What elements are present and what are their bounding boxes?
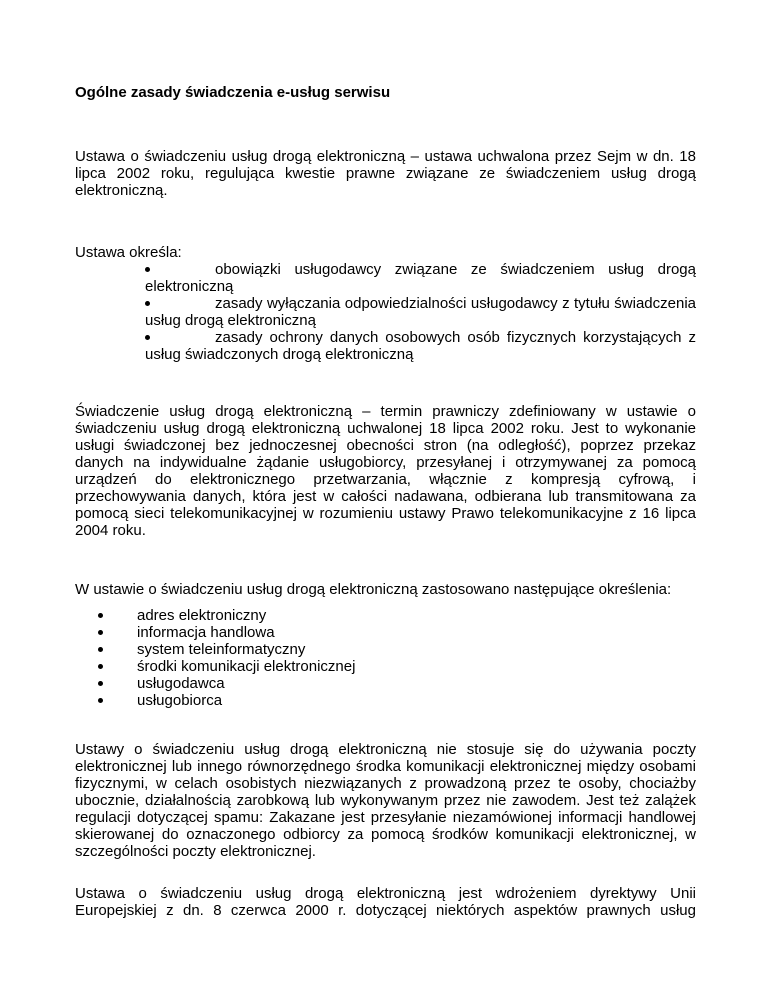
list-item-text: usługobiorca bbox=[137, 692, 223, 709]
bullet-icon bbox=[145, 329, 155, 346]
list-item-text: środki komunikacji elektronicznej bbox=[137, 658, 356, 675]
paragraph-eu-directive: Ustawa o świadczeniu usług drogą elektroniczną jest wdrożeniem dyrektywy Unii Europejskiej z dn. 8 czerwca 2000 r. dotyczącej niektórych aspektów prawnych usług bbox=[75, 885, 696, 919]
document-title: Ogólne zasady świadczenia e-usług serwisu bbox=[75, 84, 391, 101]
bullet-icon bbox=[95, 675, 105, 692]
terms-list bbox=[95, 607, 595, 709]
list-item bbox=[145, 295, 696, 329]
paragraph-act-defines: Ustawa określa: bbox=[75, 244, 182, 261]
list-item bbox=[95, 692, 595, 709]
list-item-text: usługodawca bbox=[137, 675, 225, 692]
bullet-icon bbox=[95, 692, 105, 709]
list-item-text: system teleinformatyczny bbox=[137, 641, 306, 658]
list-item bbox=[95, 624, 595, 641]
act-scope-list bbox=[145, 261, 696, 363]
list-item-text: adres elektroniczny bbox=[137, 607, 267, 624]
bullet-icon bbox=[95, 624, 105, 641]
list-item-text: zasady ochrony danych osobowych osób fizycznych korzystających z usług świadczonych drogą elektroniczną bbox=[145, 329, 696, 363]
bullet-icon bbox=[95, 641, 105, 658]
list-item-text: zasady wyłączania odpowiedzialności usługodawcy z tytułu świadczenia usług drogą elektroniczną bbox=[145, 295, 696, 329]
bullet-icon bbox=[95, 658, 105, 675]
list-item bbox=[95, 675, 595, 692]
list-item bbox=[145, 329, 696, 363]
list-item bbox=[145, 261, 696, 295]
bullet-icon bbox=[95, 607, 105, 624]
paragraph-definition: Ustawa o świadczeniu usług drogą elektroniczną – ustawa uchwalona przez Sejm w dn. 18 lipca 2002 roku, regulująca kwestie prawne związane ze świadczeniem usług drogą elektroniczną. bbox=[75, 148, 696, 199]
list-item bbox=[95, 658, 595, 675]
list-item-text: informacja handlowa bbox=[137, 624, 275, 641]
paragraph-service-definition: Świadczenie usług drogą elektroniczną – termin prawniczy zdefiniowany w ustawie o świadczeniu usług drogą elektroniczną uchwalonej 18 lipca 2002 roku. Jest to wykonanie usługi świadczonej bez jednoczesnej obecności stron (na odległość), poprzez przekaz danych na indywidualne żądanie usługobiorcy, przesyłanej i otrzymywanej za pomocą urządzeń do elektronicznego przetwarzania, włącznie z kompresją cyfrową, i przechowywania danych, która jest w całości nadawana, odbierana lub transmitowana za pomocą sieci telekomunikacyjnej w rozumieniu ustawy Prawo telekomunikacyjne z 16 lipca 2004 roku. bbox=[75, 403, 696, 539]
bullet-icon bbox=[145, 261, 155, 278]
bullet-icon bbox=[145, 295, 155, 312]
paragraph-exclusions: Ustawy o świadczeniu usług drogą elektroniczną nie stosuje się do używania poczty elektronicznej lub innego równorzędnego środka komunikacji elektronicznej między osobami fizycznymi, w celach osobistych niezwiązanych z prowadzoną przez te osoby, chociażby ubocznie, działalnością zarobkową lub wykonywanym przez nie zawodem. Jest też zalążek regulacji dotyczącej spamu: Zakazane jest przesyłanie niezamówionej informacji handlowej skierowanej do oznaczonego odbiorcy za pomocą środków komunikacji elektronicznej, w szczególności poczty elektronicznej. bbox=[75, 741, 696, 860]
paragraph-terms-intro: W ustawie o świadczeniu usług drogą elektroniczną zastosowano następujące określenia: bbox=[75, 581, 672, 598]
list-item bbox=[95, 641, 595, 658]
list-item bbox=[95, 607, 595, 624]
list-item-text: obowiązki usługodawcy związane ze świadczeniem usług drogą elektroniczną bbox=[145, 261, 696, 295]
